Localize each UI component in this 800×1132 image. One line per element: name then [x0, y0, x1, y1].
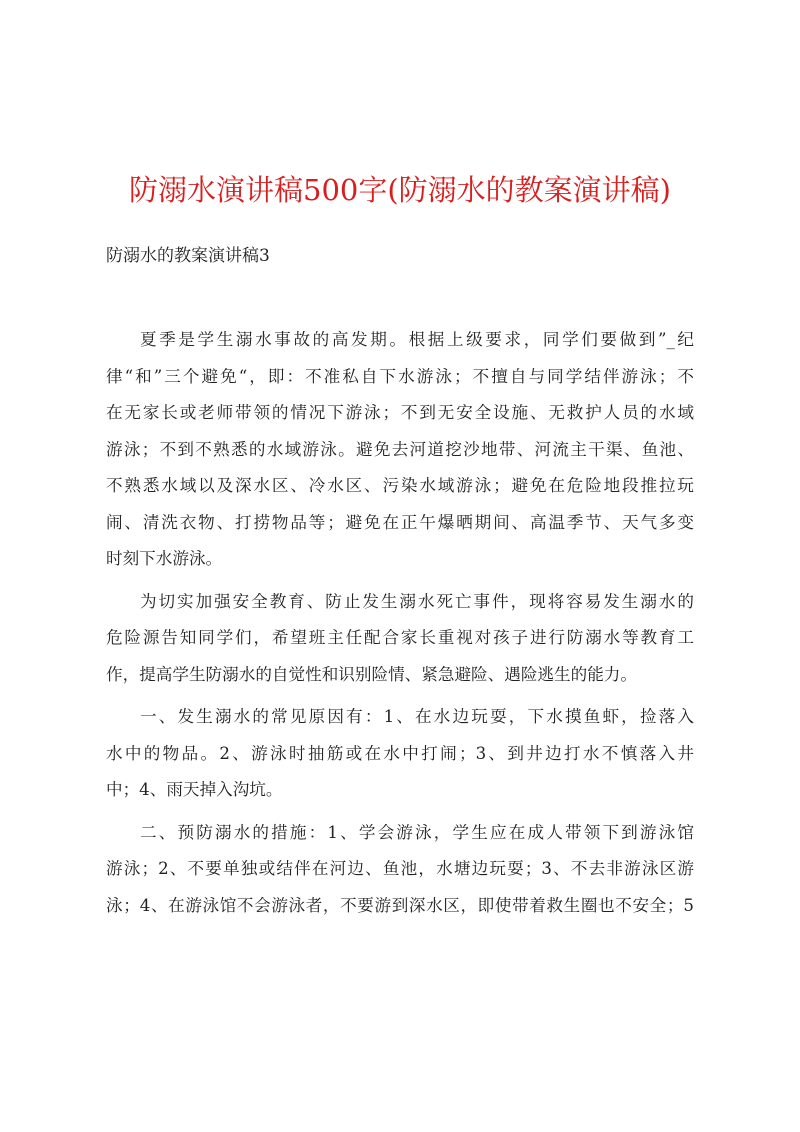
paragraph-line: 游泳；不到不熟悉的水域游泳。避免去河道挖沙地带、河流主干渠、鱼池、 — [106, 439, 694, 459]
paragraph-line: 作，提高学生防溺水的自觉性和识别险情、紧急避险、遇险逃生的能力。 — [106, 664, 637, 684]
paragraph-line: 律“和”三个避免“，即：不准私自下水游泳；不擅自与同学结伴游泳；不 — [106, 366, 694, 386]
document-subtitle: 防溺水的教案演讲稿3 — [106, 246, 270, 266]
paragraph-line: 不熟悉水域以及深水区、冷水区、污染水域游泳；避免在危险地段推拉玩 — [106, 476, 694, 495]
paragraph-line: 夏季是学生溺水事故的高发期。根据上级要求，同学们要做到”_纪 — [140, 330, 694, 349]
paragraph-line: 泳；4、在游泳馆不会游泳者，不要游到深水区，即使带着救生圈也不安全；5 — [106, 895, 694, 915]
paragraph-4 — [106, 815, 694, 925]
paragraph-line: 水中的物品。2、游泳时抽筋或在水中打闹；3、到井边打水不慎落入井 — [106, 743, 694, 763]
paragraph-line: 一、发生溺水的常见原因有：1、在水边玩耍，下水摸鱼虾，捡落入 — [140, 707, 694, 726]
paragraph-line: 危险源告知同学们，希望班主任配合家长重视对孩子进行防溺水等教育工 — [106, 628, 694, 647]
paragraph-line: 二、预防溺水的措施：1、学会游泳，学生应在成人带领下到游泳馆 — [140, 822, 694, 842]
paragraph-1 — [106, 322, 694, 578]
paragraph-3 — [106, 699, 694, 809]
document-title: 防溺水演讲稿500字(防溺水的教案演讲稿) — [129, 173, 671, 207]
paragraph-line: 闹、清洗衣物、打捞物品等；避免在正午爆晒期间、高温季节、天气多变 — [106, 512, 694, 532]
paragraph-line: 在无家长或老师带领的情况下游泳；不到无安全设施、无救护人员的水域 — [106, 403, 694, 422]
document-body — [106, 322, 694, 930]
paragraph-2 — [106, 584, 694, 694]
paragraph-line: 中；4、雨天掉入沟坑。 — [106, 780, 283, 799]
paragraph-line: 为切实加强安全教育、防止发生溺水死亡事件，现将容易发生溺水的 — [140, 591, 694, 611]
paragraph-line: 游泳；2、不要单独或结伴在河边、鱼池，水塘边玩耍；3、不去非游泳区游 — [106, 859, 694, 878]
paragraph-line: 时刻下水游泳。 — [106, 549, 223, 568]
